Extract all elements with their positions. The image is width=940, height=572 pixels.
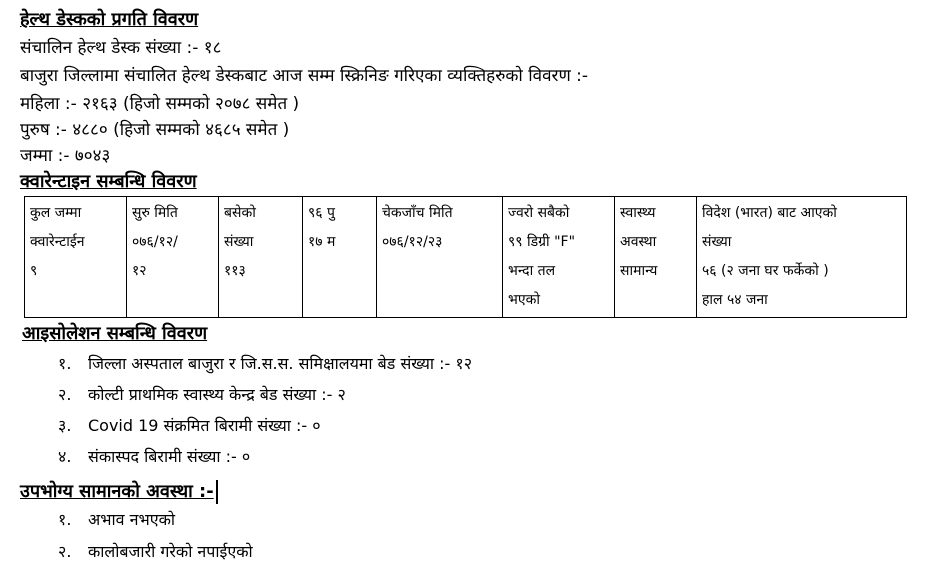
table-cell: ज्वरो सबैको ९९ डिग्री "F" भन्दा तल भएको <box>503 197 615 318</box>
table-row <box>25 197 907 318</box>
list-item: ४. संकास्पद बिरामी संख्या :- ० <box>58 447 251 466</box>
list-item: ३. Covid 19 संक्रमित बिरामी संख्या :- ० <box>58 416 321 435</box>
isolation-list <box>58 352 472 476</box>
list-item: २. कोल्टी प्राथमिक स्वास्थ्य केन्द्र बेड संख्या :- २ <box>58 385 346 404</box>
table-cell: चेकजाँच मिति ०७६/१२/२३ <box>377 197 503 318</box>
title-heading: हेल्थ डेस्कको प्रगति विवरण <box>20 9 199 30</box>
table-cell: बसेको संख्या ११३ <box>219 197 303 318</box>
list-item: १. जिल्ला अस्पताल बाजुरा र जि.स.स. समिक्षालयमा बेड संख्या :- १२ <box>58 354 473 373</box>
list-item: २. कालोबजारी गरेको नपाईएको <box>58 542 253 561</box>
female-count-line: महिला :- २१६३ (हिजो सम्मको २०७८ समेत ) <box>20 94 300 114</box>
total-count-line: जम्मा :- ७०४३ <box>20 146 111 166</box>
table-cell: कुल जम्मा क्वारेन्टाईन ९ <box>25 197 127 318</box>
quarantine-heading: क्वारेन्टाइन सम्बन्धि विवरण <box>20 171 197 192</box>
table-cell: ९६ पु १७ म <box>303 197 377 318</box>
quarantine-table <box>24 196 907 318</box>
consumables-list <box>58 508 253 572</box>
desk-count-line: संचालिन हेल्थ डेस्क संख्या :- १८ <box>20 38 222 58</box>
list-item: १. अभाव नभएको <box>58 510 176 529</box>
table-cell: स्वास्थ्य अवस्था सामान्य <box>615 197 697 318</box>
screening-intro-line: बाजुरा जिल्लामा संचालित हेल्थ डेस्कबाट आज सम्म स्क्रिनिङ गरिएका व्यक्तिहरुको विवरण :- <box>20 66 589 86</box>
isolation-heading: आइसोलेशन सम्बन्धि विवरण <box>22 323 208 344</box>
table-cell: सुरु मिति ०७६/१२/ १२ <box>127 197 219 318</box>
table-cell: विदेश (भारत) बाट आएको संख्या ५६ (२ जना घर फर्केको ) हाल ५४ जना <box>697 197 907 318</box>
consumables-heading[interactable]: उपभोग्य सामानको अवस्था :- <box>20 480 218 504</box>
male-count-line: पुरुष :- ४८८० (हिजो सम्मको ४६८५ समेत ) <box>20 120 290 140</box>
